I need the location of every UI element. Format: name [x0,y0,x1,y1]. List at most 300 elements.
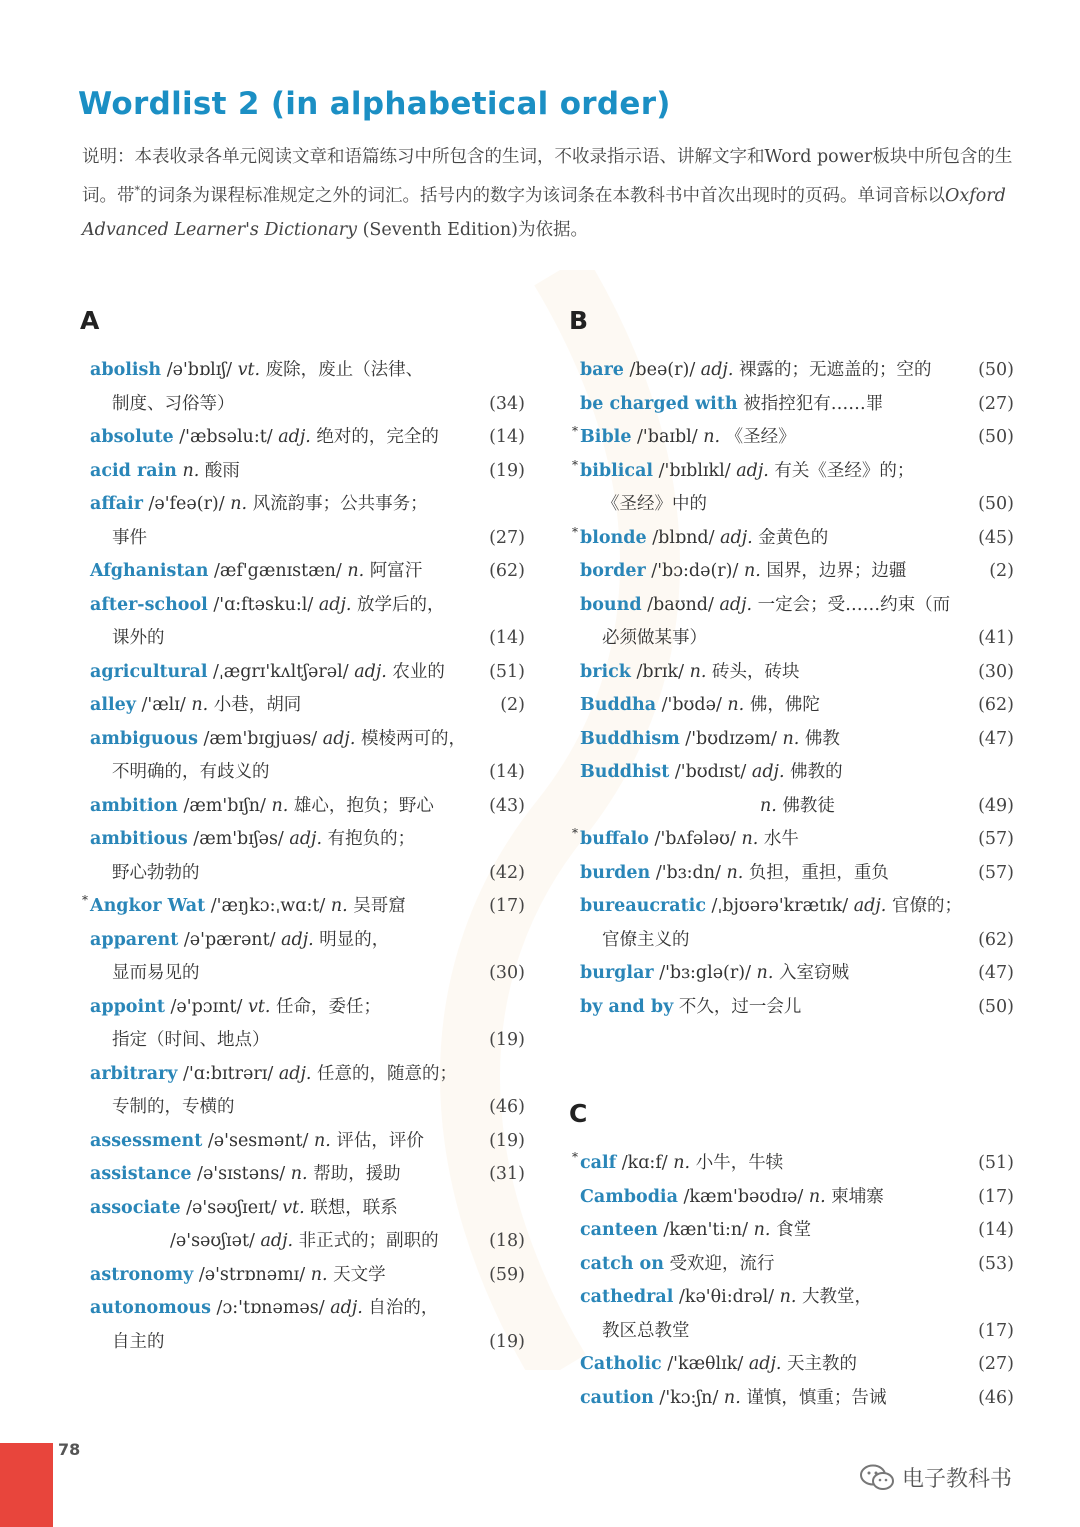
entry-part-of-speech: adj. [318,594,352,615]
entry-part-of-speech: adj. [853,896,887,916]
entry-phonetic: /ə'sɪstəns/ [191,1164,291,1184]
wordlist-entry [580,689,1020,723]
entry-headword: burglar [580,963,654,983]
entry-page-reference: (19) [489,1130,525,1151]
entry-page-reference: (42) [489,862,525,883]
wordlist-entry [90,1158,530,1192]
entry-headword: ambition [90,795,178,816]
entry-part-of-speech: vt. [247,996,271,1017]
entry-part-of-speech: n. [271,795,289,816]
entry-headword: ambiguous [90,728,198,749]
entry-part-of-speech: n. [727,695,745,715]
entry-definition: 自治的， [362,1298,439,1318]
wordlist-entry [580,890,1020,924]
wordlist-entry [90,723,530,757]
wordlist-entry [90,857,530,891]
entry-headword: Bible [580,427,632,447]
supplementary-word-marker: * [82,893,88,907]
entry-part-of-speech: n. [673,1153,691,1173]
entry-definition: 天文学 [327,1264,386,1285]
entry-definition: 被指控犯有……罪 [743,393,884,414]
entry-headword: assistance [90,1164,192,1184]
wordlist-entry [90,756,530,790]
entry-headword: alley [90,695,136,715]
entry-phonetic: /'bʊdə/ [656,695,728,715]
entry-phonetic: /ə'səʊʃɪeɪt/ [180,1197,283,1218]
entry-part-of-speech: adj. [278,427,311,447]
wordlist-entry [572,1147,1020,1181]
entry-headword: Afghanistan [90,561,209,581]
entry-headword: caution [580,1387,654,1408]
entry-page-reference: (57) [978,829,1014,849]
entry-page-reference: (49) [978,795,1014,816]
entry-phonetic: /æm'bɪgjuəs/ [197,728,323,749]
entry-page-reference: (41) [978,628,1014,648]
entry-phonetic: /æf'gænɪstæn/ [208,561,348,581]
entry-page-reference: (59) [489,1264,525,1285]
entry-page-reference: (17) [978,1186,1014,1207]
entry-page-reference: (27) [978,1354,1014,1374]
entry-headword: arbitrary [90,1063,178,1084]
wordlist-entry [580,991,1020,1025]
entry-phonetic: /'kæθlɪk/ [661,1354,749,1374]
wordlist-entry [90,589,530,623]
entry-phonetic: /kɑ:f/ [616,1153,674,1173]
entry-part-of-speech: n. [753,1220,771,1240]
entry-phonetic: /'æŋkɔ:ˌwɑ:t/ [205,896,331,916]
entry-page-reference: (62) [978,929,1014,950]
wordlist-entry [572,522,1020,556]
entry-definition: 农业的 [386,661,445,682]
wordlist-entry [90,1225,530,1259]
entry-phonetic: /'kɔ:ʃn/ [653,1387,724,1408]
wordlist-entry [90,1292,530,1326]
entry-phonetic: /'bʌfələʊ/ [648,829,742,849]
entry-definition: 《圣经》 [720,427,796,447]
wordlist-entry [90,656,530,690]
wordlist-entry [580,656,1020,690]
entry-definition-continued: 教区总教堂 [602,1320,690,1341]
wordlist-entry [580,857,1020,891]
entry-headword: catch on [580,1253,664,1274]
entry-phonetic: /ə'səʊʃɪət/ [170,1231,261,1251]
entry-page-reference: (19) [489,460,525,481]
entry-page-reference: (34) [489,393,525,414]
wordlist-entry [580,924,1020,958]
entry-page-reference: (45) [978,527,1014,548]
wordlist-entry [580,488,1020,522]
entry-definition: 废除，废止（法律、 [260,360,424,380]
entry-phonetic: /'ɑ:ftəsku:l/ [207,594,319,615]
supplementary-word-marker: * [572,524,578,539]
entry-phonetic: /'ælɪ/ [135,695,192,715]
wordlist-entry [90,689,530,723]
entry-definition: 佛教徒 [776,795,835,816]
wordlist-entry [580,354,1020,388]
entry-page-reference: (50) [978,427,1014,447]
entry-headword: affair [90,494,143,514]
entry-phonetic: /'baɪbl/ [631,427,704,447]
entry-definition-continued: 专制的，专横的 [112,1097,235,1117]
entry-part-of-speech: n. [723,1387,741,1408]
entry-definition: 吴哥窟 [347,896,406,916]
wordlist-entry [90,388,530,422]
wordlist-entry [580,555,1020,589]
entry-headword: bare [580,360,624,380]
entry-part-of-speech: n. [808,1186,826,1207]
wordlist-entry [580,1348,1020,1382]
entry-phonetic: /æm'bɪʃəs/ [187,829,290,849]
entry-phonetic: /æm'bɪʃn/ [177,795,272,816]
entry-page-reference: (46) [978,1387,1014,1408]
entry-headword: bound [580,594,642,615]
entry-headword: buffalo [580,829,649,849]
entry-phonetic: /ˌægrɪ'kʌltʃərəl/ [207,661,355,682]
entry-definition-continued: 官僚主义的 [602,929,690,950]
wordlist-entry [580,388,1020,422]
entry-part-of-speech: adj. [289,829,323,849]
entry-definition: 天主教的 [781,1354,858,1374]
entry-part-of-speech: adj. [736,460,769,481]
entry-headword: Catholic [580,1354,662,1374]
wordlist-entry [82,890,530,924]
entry-headword: acid rain [90,460,177,481]
entry-definition: 金黄色的 [752,527,829,548]
entry-headword: burden [580,862,651,883]
entry-page-reference: (14) [489,628,525,648]
entry-part-of-speech: adj. [700,360,734,380]
entry-part-of-speech: n. [310,1264,328,1285]
entry-page-reference: (19) [489,1331,525,1352]
entry-definition: 有抱负的； [322,829,416,849]
entry-phonetic: /ə'sesmənt/ [202,1130,315,1151]
entry-page-reference: (14) [489,762,525,782]
wordlist-entry [580,1315,1020,1349]
wordlist-entry [580,589,1020,623]
section-heading-a: A [80,306,100,335]
wordlist-entry [572,823,1020,857]
brand-watermark [860,1462,1012,1493]
entry-definition: 模棱两可的， [355,728,466,749]
entry-part-of-speech: vt. [237,360,261,380]
wordlist-entry [90,555,530,589]
entry-headword: border [580,561,646,581]
entry-page-reference: (50) [978,360,1014,380]
entry-page-reference: (18) [489,1231,525,1251]
wordlist-entry [90,1058,530,1092]
wordlist-entry [580,1281,1020,1315]
entry-definition-continued: 必须做某事） [602,628,707,648]
entry-headword: Cambodia [580,1186,678,1207]
page-title: Wordlist 2 (in alphabetical order) [78,86,671,122]
entry-part-of-speech: n. [782,728,800,749]
entry-headword: Buddhist [580,762,670,782]
entry-part-of-speech: adj. [322,728,356,749]
wordlist-entry [90,1125,530,1159]
entry-phonetic: /beə(r)/ [623,360,701,380]
entry-definition: 非正式的；副职的 [293,1231,439,1251]
entry-page-reference: (47) [978,728,1014,749]
entry-part-of-speech: n. [230,494,248,514]
entry-phonetic: /'bɜ:glə(r)/ [653,963,757,983]
wordlist-entry [90,488,530,522]
entry-definition: 联想，联系 [304,1197,398,1218]
entry-part-of-speech: n. [741,829,759,849]
entry-page-reference: (30) [489,963,525,983]
entry-headword: cathedral [580,1287,674,1307]
entry-phonetic: /ə'pærənt/ [178,929,282,950]
entry-definition: 风流韵事；公共事务； [247,494,428,514]
wordlist-entry [90,1192,530,1226]
entry-definition: 一定会；受……约束（而 [752,594,951,615]
entry-part-of-speech: adj. [751,762,785,782]
entry-page-reference: (62) [489,561,525,581]
wordlist-entry [580,957,1020,991]
entry-page-reference: (19) [489,1030,525,1050]
entry-definition: 任命，委任； [270,996,381,1017]
entry-part-of-speech: n. [347,561,365,581]
entry-part-of-speech: n. [779,1287,797,1307]
entry-headword: Buddhism [580,728,680,749]
entry-page-reference: (27) [978,393,1014,414]
wordlist-entry [90,1091,530,1125]
entry-definition: 小巷，胡同 [208,695,302,715]
section-heading-c: C [569,1099,588,1128]
entry-headword: apparent [90,929,179,950]
entry-phonetic: /'bɜ:dn/ [650,862,727,883]
entry-headword: biblical [580,460,654,481]
entry-phonetic: /kæm'bəʊdɪə/ [677,1186,809,1207]
entry-headword: associate [90,1197,181,1218]
intro-paragraph: 说明：本表收录各单元阅读文章和语篇练习中所包含的生词，不收录指示语、讲解文字和Word power板块中所包含的生词。带*的词条为课程标准规定之外的词汇。括号内的数字为该词条在本教科书中首次出现时的页码。单词音标以Oxford Advanced Learner's Dictionary (Seventh Edition)为依据。 [82,147,1013,240]
wordlist-entry [90,823,530,857]
entry-headword: be charged with [580,393,738,414]
entry-part-of-speech: adj. [720,527,753,548]
entry-phonetic: /ə'feə(r)/ [142,494,231,514]
entry-definition: 砖头，砖块 [706,661,800,682]
wordlist-entry [90,924,530,958]
entry-definition: 阿富汗 [364,561,423,581]
wordlist-entry [90,991,530,1025]
entry-part-of-speech: adj. [260,1231,294,1251]
entry-part-of-speech: adj. [719,594,753,615]
entry-part-of-speech: n. [191,695,209,715]
entry-definition-continued: 指定（时间、地点） [112,1030,270,1050]
entry-phonetic: /'bʊdɪst/ [669,762,752,782]
entry-definition: 食堂 [770,1220,812,1240]
wechat-icon [860,1464,894,1492]
entry-phonetic: /blɒnd/ [646,527,721,548]
wordlist-entry [572,421,1020,455]
entry-page-reference: (30) [978,661,1014,682]
entry-headword: brick [580,661,631,682]
entry-definition-continued: 《圣经》中的 [602,494,707,514]
entry-definition: 酸雨 [199,460,240,481]
entry-page-reference: (47) [978,963,1014,983]
entry-definition: 官僚的； [886,896,962,916]
page-number: 78 [58,1440,81,1459]
entry-phonetic: /ɔ:'tɒnəməs/ [210,1298,331,1318]
entry-headword: autonomous [90,1298,211,1318]
entry-part-of-speech: n. [290,1164,308,1184]
entry-phonetic: /kæn'ti:n/ [657,1220,754,1240]
entry-definition: 负担，重担，重负 [743,862,889,883]
entry-phonetic: /ə'strɒnəmɪ/ [193,1264,311,1285]
entry-phonetic: /brɪk/ [630,661,690,682]
entry-definition: 佛教的 [784,762,843,782]
entry-page-reference: (53) [978,1253,1014,1274]
wordlist-column-b [572,354,1020,1024]
entry-part-of-speech: adj. [748,1354,782,1374]
supplementary-word-marker: * [572,1150,578,1164]
entry-page-reference: (14) [978,1220,1014,1240]
entry-phonetic: /'bʊdɪzəm/ [679,728,783,749]
entry-definition: 国界，边界；边疆 [760,561,907,581]
wordlist-column-c [572,1147,1020,1415]
entry-definition: 雄心，抱负；野心 [288,795,434,816]
entry-headword: agricultural [90,661,208,682]
entry-page-reference: (14) [489,427,525,447]
entry-phonetic: /'bɔ:də(r)/ [645,561,744,581]
wordlist-entry [90,421,530,455]
supplementary-word-marker: * [572,826,578,840]
entry-definition: 绝对的，完全的 [310,427,439,447]
entry-page-reference: (17) [489,896,525,916]
wordlist-entry [90,622,530,656]
entry-definition: 裸露的；无遮盖的；空的 [733,360,932,380]
entry-page-reference: (62) [978,695,1014,715]
wordlist-entry [580,790,1020,824]
entry-page-reference: (50) [978,996,1014,1017]
entry-definition: 受欢迎，流行 [669,1253,775,1274]
section-heading-b: B [569,306,589,335]
entry-definition: 小牛，牛犊 [690,1153,784,1173]
entry-phonetic: /ə'pɔɪnt/ [164,996,248,1017]
wordlist-entry [580,1181,1020,1215]
entry-definition: 柬埔寨 [825,1186,884,1207]
entry-definition: 佛，佛陀 [744,695,820,715]
wordlist-entry [580,1248,1020,1282]
entry-definition-continued: 事件 [112,527,147,548]
page-color-bar [0,1443,53,1527]
entry-page-reference: (57) [978,862,1014,883]
entry-part-of-speech: adj. [354,661,387,682]
entry-headword: astronomy [90,1264,194,1285]
entry-definition: 水牛 [758,829,799,849]
entry-part-of-speech: n. [314,1130,331,1151]
entry-definition: 佛教 [799,728,840,749]
entry-headword: ambitious [90,829,188,849]
wordlist-entry [90,1259,530,1293]
wordlist-entry [580,723,1020,757]
wordlist-entry [580,622,1020,656]
entry-part-of-speech: n. [760,795,777,816]
entry-headword: canteen [580,1220,658,1240]
wordlist-entry [90,522,530,556]
entry-headword: appoint [90,996,165,1017]
entry-headword: Angkor Wat [90,896,206,916]
wordlist-entry [580,756,1020,790]
entry-page-reference: (27) [489,527,525,548]
entry-part-of-speech: n. [726,862,744,883]
entry-phonetic: /ə'bɒlɪʃ/ [161,360,238,380]
entry-headword: Buddha [580,695,657,715]
entry-definition: 有关《圣经》的； [768,460,915,481]
entry-phonetic: /'ɑ:bɪtrərɪ/ [177,1063,279,1084]
entry-definition: 明显的， [313,929,390,950]
entry-page-reference: (43) [489,795,525,816]
entry-page-reference: (50) [978,494,1014,514]
entry-definition-continued: 不明确的，有歧义的 [112,762,270,782]
entry-part-of-speech: n. [182,460,200,481]
entry-definition: 评估，评价 [330,1130,424,1151]
entry-page-reference: (17) [978,1320,1014,1341]
entry-phonetic: /kə'θi:drəl/ [673,1287,780,1307]
entry-page-reference: (51) [978,1153,1014,1173]
wordlist-entry [90,455,530,489]
entry-definition-continued: 显而易见的 [112,963,200,983]
entry-headword: after-school [90,594,208,615]
wordlist-entry [572,455,1020,489]
entry-part-of-speech: n. [743,561,761,581]
brand-name: 电子教科书 [902,1467,1013,1492]
entry-definition: 入室窃贼 [773,963,849,983]
entry-definition: 任意的，随意的； [311,1063,458,1084]
entry-page-reference: (2) [989,561,1014,581]
entry-headword: abolish [90,360,162,380]
entry-page-reference: (31) [489,1164,525,1184]
entry-part-of-speech: n. [703,427,721,447]
entry-part-of-speech: n. [689,661,707,682]
wordlist-entry [90,1024,530,1058]
entry-part-of-speech: adj. [281,929,314,950]
entry-part-of-speech: adj. [330,1298,363,1318]
wordlist-entry [90,354,530,388]
entry-definition-continued: 野心勃勃的 [112,862,200,883]
entry-headword: blonde [580,527,647,548]
entry-definition: 大教堂， [796,1287,873,1307]
entry-headword: absolute [90,427,174,447]
entry-part-of-speech: n. [756,963,774,983]
entry-headword: calf [580,1153,617,1173]
wordlist-entry [90,957,530,991]
entry-headword: bureaucratic [580,896,706,916]
entry-page-reference: (2) [500,695,525,715]
entry-definition: 帮助，援助 [307,1164,401,1184]
entry-headword: assessment [90,1130,203,1151]
entry-phonetic: /baʊnd/ [641,594,720,615]
supplementary-word-marker: * [572,457,578,472]
entry-definition: 放学后的， [351,594,445,615]
entry-definition-continued: 自主的 [112,1331,165,1352]
entry-headword: by and by [580,996,674,1017]
entry-phonetic: /'æbsəlu:t/ [173,427,279,447]
entry-page-reference: (51) [489,661,525,682]
entry-page-reference: (46) [489,1097,525,1117]
entry-definition-continued: 制度、习俗等） [112,393,235,414]
wordlist-entry [580,1214,1020,1248]
wordlist-entry [90,1326,530,1360]
entry-phonetic: /'bɪblɪkl/ [653,460,737,481]
entry-phonetic: /ˌbjʊərə'krætɪk/ [705,896,854,916]
entry-part-of-speech: adj. [278,1063,312,1084]
wordlist-column-a [82,354,530,1359]
supplementary-word-marker: * [572,424,578,438]
entry-part-of-speech: n. [330,896,348,916]
entry-definition: 谨慎，慎重；告诫 [740,1387,887,1408]
entry-definition: 不久，过一会儿 [678,996,802,1017]
entry-part-of-speech: vt. [282,1197,305,1218]
